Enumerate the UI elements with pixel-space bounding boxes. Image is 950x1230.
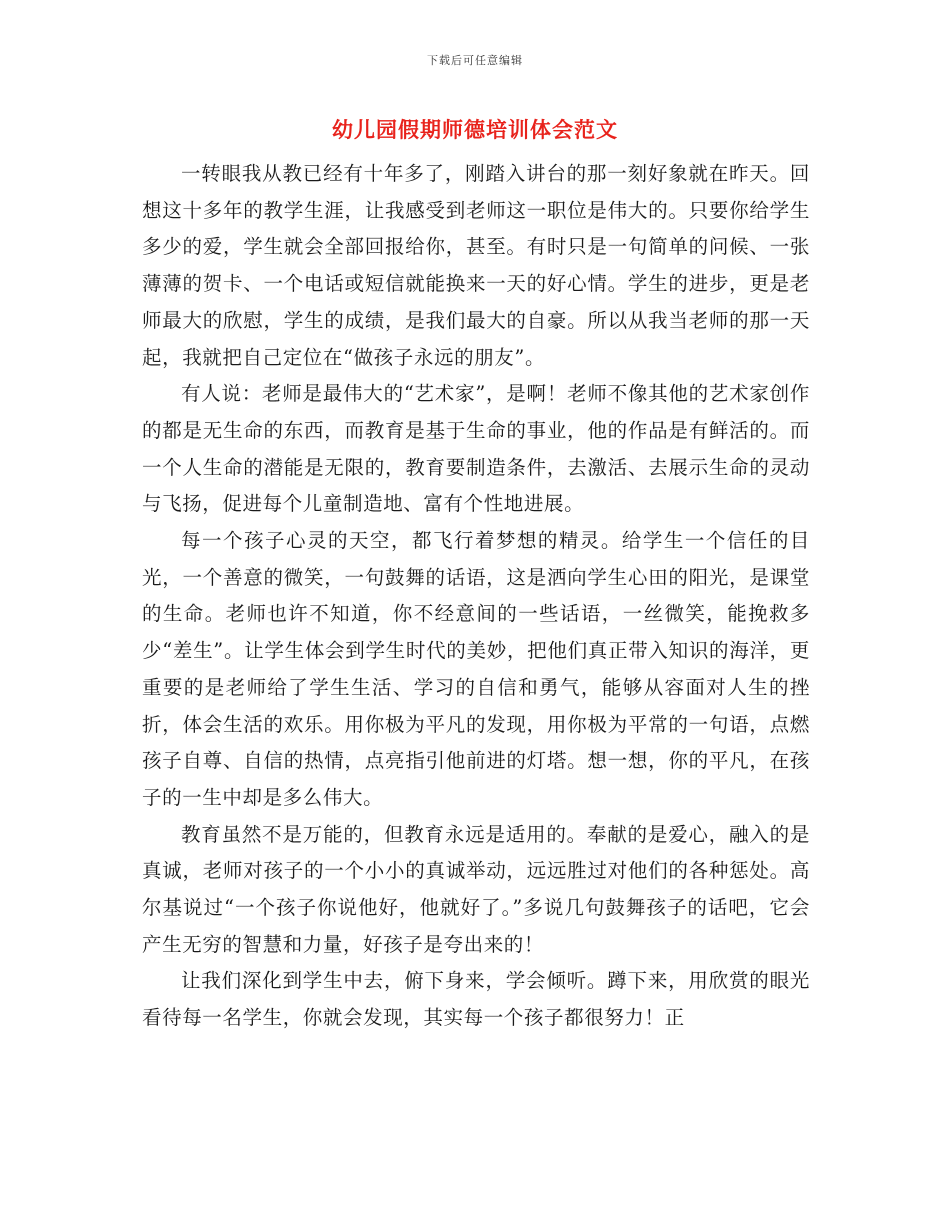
document-body: [142, 156, 810, 1037]
header-note: 下载后可任意编辑: [427, 54, 523, 67]
paragraph-4: 教育虽然不是万能的，但教育永远是适用的。奉献的是爱心，融入的是真诚，老师对孩子的一个小小的真诚举动，远远胜过对他们的各种惩处。高尔基说过“一个孩子你说他好，他就好了。”多说几句鼓舞孩子的话吧，它会产生无穷的智慧和力量，好孩子是夸出来的！: [142, 822, 810, 956]
paragraph-5: 让我们深化到学生中去，俯下身来，学会倾听。蹲下来，用欣赏的眼光看待每一名学生，你就会发现，其实每一个孩子都很努力！正: [142, 969, 810, 1030]
paragraph-2: 有人说：老师是最伟大的“艺术家”，是啊！老师不像其他的艺术家创作的都是无生命的东西，而教育是基于生命的事业，他的作品是有鲜活的。而一个人生命的潜能是无限的，教育要制造条件，去激活、去展示生命的灵动与飞扬，促进每个儿童制造地、富有个性地进展。: [142, 382, 810, 516]
document-title: 幼儿园假期师德培训体会范文: [332, 117, 618, 142]
paragraph-1: 一转眼我从教已经有十年多了，刚踏入讲台的那一刻好象就在昨天。回想这十多年的教学生涯，让我感受到老师这一职位是伟大的。只要你给学生多少的爱，学生就会全部回报给你，甚至。有时只是一句简单的问候、一张薄薄的贺卡、一个电话或短信就能换来一天的好心情。学生的进步，更是老师最大的欣慰，学生的成绩，是我们最大的自豪。所以从我当老师的那一天起，我就把自己定位在“做孩子永远的朋友”。: [142, 162, 810, 369]
paragraph-3: 每一个孩子心灵的天空，都飞行着梦想的精灵。给学生一个信任的目光，一个善意的微笑，一句鼓舞的话语，这是洒向学生心田的阳光，是课堂的生命。老师也许不知道，你不经意间的一些话语，一丝微笑，能挽救多少“差生”。让学生体会到学生时代的美妙，把他们真正带入知识的海洋，更重要的是老师给了学生生活、学习的自信和勇气，能够从容面对人生的挫折，体会生活的欢乐。用你极为平凡的发现，用你极为平常的一句语，点燃孩子自尊、自信的热情，点亮指引他前进的灯塔。想一想，你的平凡，在孩子的一生中却是多么伟大。: [142, 529, 810, 809]
